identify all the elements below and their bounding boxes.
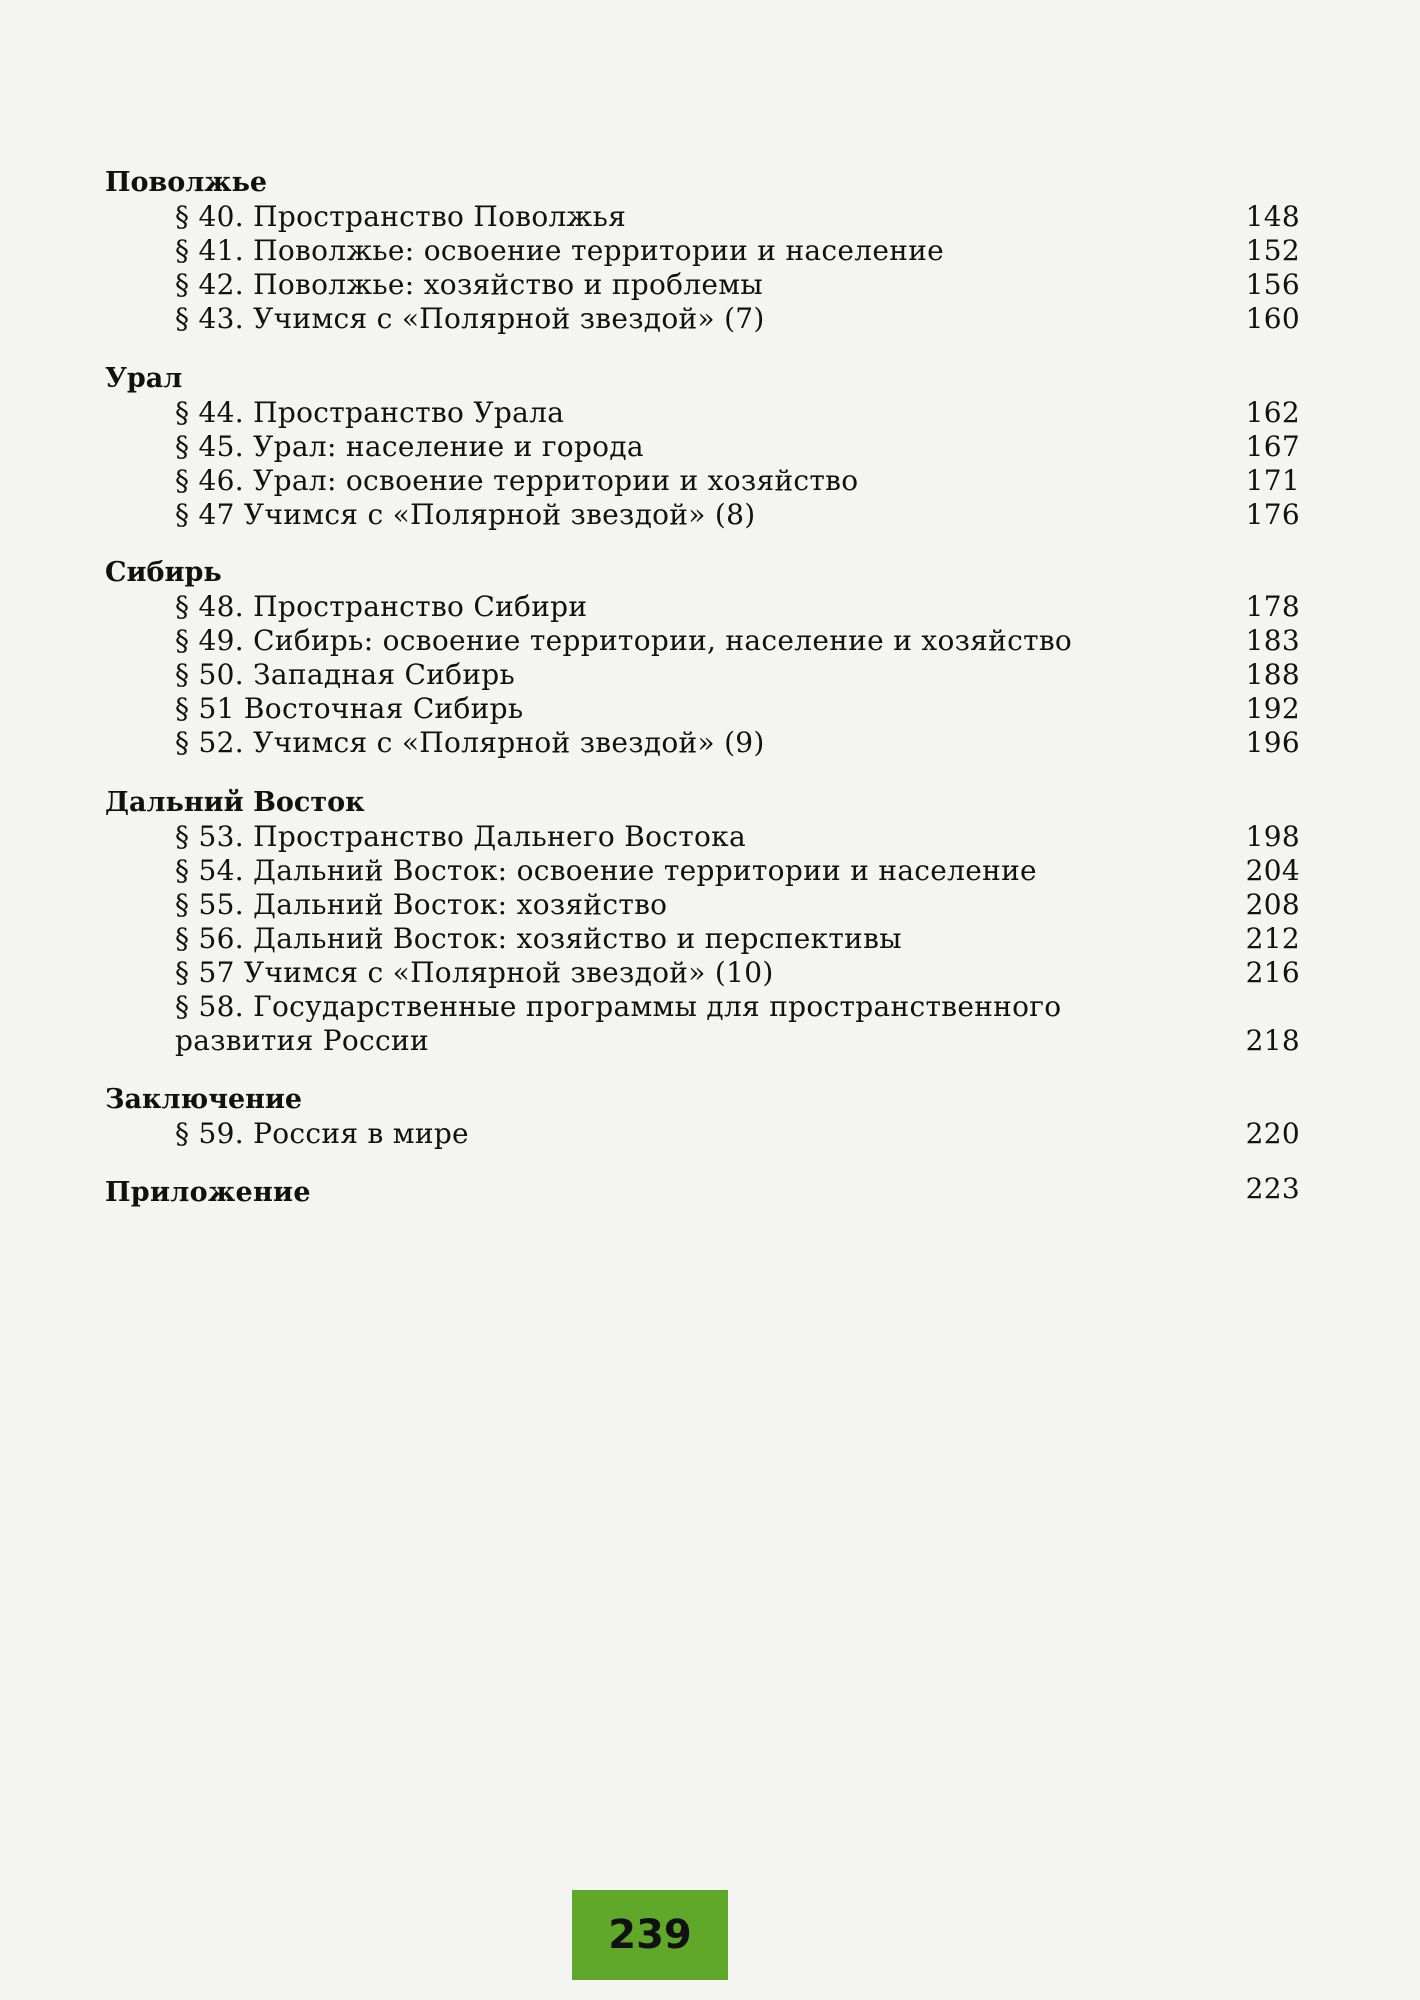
entry-title: § 48. Пространство Сибири bbox=[175, 590, 588, 623]
entry-page: 167 bbox=[1245, 430, 1300, 463]
entry-page: 192 bbox=[1245, 692, 1300, 725]
toc-entry[interactable] bbox=[105, 234, 1300, 268]
section-title: Дальний Восток bbox=[105, 787, 365, 818]
section-title: Заключение bbox=[105, 1084, 303, 1115]
entry-page: 162 bbox=[1245, 396, 1300, 429]
toc-section-far-east bbox=[105, 786, 1300, 1058]
entry-title: § 46. Урал: освоение территории и хозяйство bbox=[175, 464, 859, 497]
entry-page: 212 bbox=[1245, 922, 1300, 955]
entry-page: 176 bbox=[1245, 498, 1300, 531]
toc-section-siberia bbox=[105, 556, 1300, 760]
entry-title: § 50. Западная Сибирь bbox=[175, 658, 516, 691]
toc-entry[interactable] bbox=[105, 268, 1300, 302]
entry-title: § 44. Пространство Урала bbox=[175, 396, 565, 429]
entry-title: § 49. Сибирь: освоение территории, население и хозяйство bbox=[175, 624, 1073, 657]
entry-page: 220 bbox=[1245, 1117, 1300, 1150]
entry-title: § 55. Дальний Восток: хозяйство bbox=[175, 888, 668, 921]
entry-page: 216 bbox=[1245, 956, 1300, 989]
entry-title: § 58. Государственные программы для пространственного развития России bbox=[175, 990, 1062, 1057]
entry-title: § 51 Восточная Сибирь bbox=[175, 692, 524, 725]
toc-section-volga bbox=[105, 166, 1300, 336]
toc-entry[interactable] bbox=[105, 922, 1300, 956]
entry-title: § 53. Пространство Дальнего Востока bbox=[175, 820, 746, 853]
entry-title: § 59. Россия в мире bbox=[175, 1117, 469, 1150]
toc-section-conclusion bbox=[105, 1083, 1300, 1151]
toc-entry[interactable] bbox=[105, 692, 1300, 726]
toc-entry[interactable] bbox=[105, 396, 1300, 430]
entry-title: § 56. Дальний Восток: хозяйство и перспективы bbox=[175, 922, 902, 955]
toc-entry[interactable] bbox=[105, 498, 1300, 532]
entry-page: 178 bbox=[1245, 590, 1300, 623]
entry-title: § 41. Поволжье: освоение территории и население bbox=[175, 234, 945, 267]
entry-title: § 52. Учимся с «Полярной звездой» (9) bbox=[175, 726, 765, 759]
entry-page: 198 bbox=[1245, 820, 1300, 853]
entry-page: 152 bbox=[1245, 234, 1300, 267]
toc-entry[interactable] bbox=[105, 990, 1300, 1058]
toc-section-ural bbox=[105, 362, 1300, 532]
section-title: Урал bbox=[105, 363, 183, 394]
toc-entry[interactable] bbox=[105, 854, 1300, 888]
entry-page: 171 bbox=[1245, 464, 1300, 497]
entry-page: 188 bbox=[1245, 658, 1300, 691]
entry-page: 204 bbox=[1245, 854, 1300, 887]
toc-entry[interactable] bbox=[105, 726, 1300, 760]
entry-page: 156 bbox=[1245, 268, 1300, 301]
entry-page: 218 bbox=[1245, 1024, 1300, 1057]
entry-title: § 54. Дальний Восток: освоение территории и население bbox=[175, 854, 1037, 887]
toc-entry[interactable] bbox=[105, 1117, 1300, 1151]
entry-page: 183 bbox=[1245, 624, 1300, 657]
entry-title: § 45. Урал: население и города bbox=[175, 430, 644, 463]
toc-entry[interactable] bbox=[105, 590, 1300, 624]
entry-page: 223 bbox=[1245, 1172, 1300, 1205]
toc-entry[interactable] bbox=[105, 820, 1300, 854]
entry-page: 208 bbox=[1245, 888, 1300, 921]
toc-entry[interactable] bbox=[105, 302, 1300, 336]
toc-entry[interactable] bbox=[105, 888, 1300, 922]
toc-entry[interactable] bbox=[105, 624, 1300, 658]
entry-title: § 42. Поволжье: хозяйство и проблемы bbox=[175, 268, 763, 301]
entry-title: § 57 Учимся с «Полярной звездой» (10) bbox=[175, 956, 774, 989]
entry-page: 160 bbox=[1245, 302, 1300, 335]
entry-title: § 43. Учимся с «Полярной звездой» (7) bbox=[175, 302, 765, 335]
page-number-badge: 239 bbox=[572, 1890, 728, 1980]
toc-entry[interactable] bbox=[105, 658, 1300, 692]
entry-title: § 47 Учимся с «Полярной звездой» (8) bbox=[175, 498, 756, 531]
section-title: Сибирь bbox=[105, 557, 222, 588]
toc-entry[interactable] bbox=[105, 1172, 1300, 1210]
toc-entry[interactable] bbox=[105, 200, 1300, 234]
entry-title: § 40. Пространство Поволжья bbox=[175, 200, 627, 233]
toc-entry[interactable] bbox=[105, 464, 1300, 498]
section-title: Приложение bbox=[105, 1177, 311, 1208]
entry-page: 148 bbox=[1245, 200, 1300, 233]
section-title: Поволжье bbox=[105, 167, 268, 198]
toc-entry[interactable] bbox=[105, 430, 1300, 464]
entry-page: 196 bbox=[1245, 726, 1300, 759]
toc-section-appendix bbox=[105, 1172, 1300, 1210]
toc-entry[interactable] bbox=[105, 956, 1300, 990]
